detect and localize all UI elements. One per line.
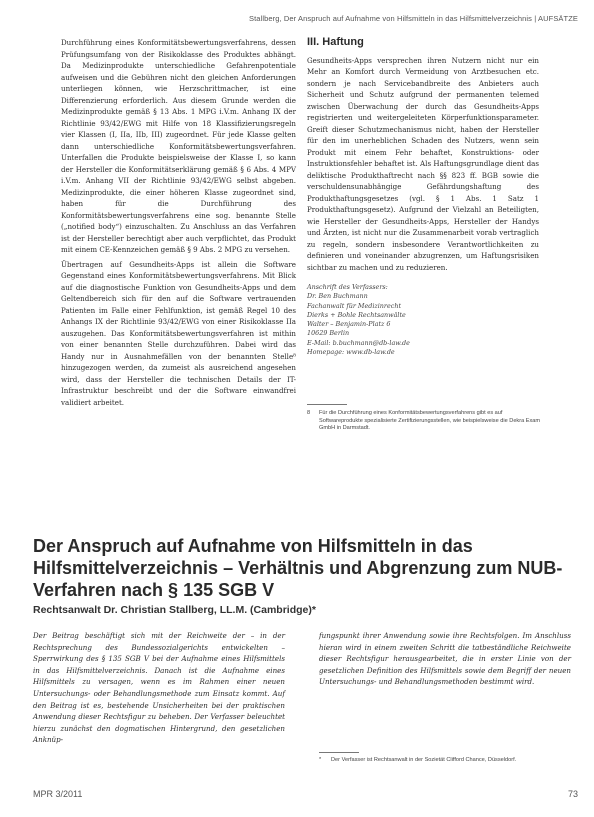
author-footnote [319, 757, 569, 765]
address-line: Dierks + Bohle Rechtsanwälte [307, 310, 406, 319]
footnote-number: 8 [307, 410, 311, 416]
article-title: Der Anspruch auf Aufnahme von Hilfsmitteln in das Hilfsmittelverzeichnis – Verhältnis und Abgrenzung zum NUB-Verfahren nach § 135 SGB V [33, 536, 563, 600]
footnote [307, 410, 542, 433]
abstract-left: Der Beitrag beschäftigt sich mit der Reichweite der – in der Rechtsprechung des Bundessozialgerichts entwickelten – Sperrwirkung des § 135 SGB V bei der Aufnahme eines Hilfsmittels in das Hilfsmittelverzeichnis. Danach ist die Aufnahme eines Hilfsmittels zu versagen, wenn es im Rahmen einer neuen Untersuchungs- oder Behandlungsmethode zum Einsatz kommt. Auf den Beitrag ist es, bestehende Unsicherheiten bei der praktischen Anwendung dieser Rechtsfigur zu beheben. Der Verfasser beleuchtet hierzu zunächst den dogmatischen Hintergrund, den gesetzlichen Anknüp- [33, 631, 285, 745]
address-line: Fachanwalt für Medizinrecht [307, 301, 402, 310]
footnote-text: Für die Durchführung eines Konformitätsbewertungsverfahrens gibt es auf Softwareprodukte spezialisierte Zertifizierungsstellen, wie beispielsweise die Dekra Exam GmbH in Darmstadt. [319, 410, 541, 432]
journal-issue: MPR 3/2011 [33, 789, 83, 799]
address-line: E-Mail: b.buchmann@db-law.de [307, 338, 410, 347]
left-column [61, 37, 296, 411]
page-number: 73 [567, 789, 578, 799]
body-paragraph: Übertragen auf Gesundheits-Apps ist allein die Software Gegenstand eines Konformitätsbewertungsverfahrens. Mit Blick auf die diagnostische Funktion von Gesundheits-Apps und dem Geltendbereich sich für den auf die Software vertrauenden Patienten im Falle einer Fehlfunktion, ist gemäß Regel 10 des Anhangs IX der Richtlinie 93/42/EWG von einer Risikoklasse IIa auszugehen. Das Konformitätsbewertungsverfahren ist mithin von einer benannten Stelle durchzuführen. Dabei wird das Handy nur in Ausnahmefällen von der benannten Stelle⁸ hinzugezogen werden, da zumeist als ausreichend angesehen wird, dass der Hersteller die technischen Details der IT-Infrastruktur beschreibt und der die Software einwandfrei validiert arbeitet. [61, 259, 296, 407]
address-line: Homepage: www.db-law.de [307, 348, 395, 357]
right-column [307, 37, 539, 357]
body-paragraph: Durchführung eines Konformitätsbewertungsverfahrens, dessen Prüfungsumfang von der Risikoklasse des Produktes abhängt. Da Medizinprodukte unterschiedliche Gefahrenpotentiale aufweisen und die Gebühren nicht den gleichen Anforderungen unterliegen können, wie Herzschrittmacher, ist eine Differenzierung erforderlich. Aus diesem Grunde werden die Medizinprodukte gemäß § 13 Abs. 1 MPG i.V.m. Anhang IX der Richtlinie 93/42/EWG mit Hilfe von 18 Klassifizierungsregeln vier Klassen (I, IIa, IIb, III) zugeordnet. Für jede Klasse gelten dann unterschiedliche Konformitätsbewertungsverfahren. Unterfallen die Produkte beispielsweise der Klasse I, so kann der Hersteller die Konformitätserklärung gemäß § 6 Abs. 4 MPV i.V.m. Anhang VII der Richtlinie 93/42/EWG selbst abgeben. Medizinprodukte, die einer höheren Klasse zugeordnet sind, haben für die Durchführung des Konformitätsbewertungsverfahrens eine sog. benannte Stelle („notified body“) einzuschalten. Zu Anschluss an das Verfahren ist der Hersteller berechtigt aber auch verpflichtet, das Produkt mit einem CE-Kennzeichen gemäß § 9 Abs. 2 MPG zu versehen. [61, 38, 296, 254]
footnote-rule [319, 752, 359, 753]
article-author: Rechtsanwalt Dr. Christian Stallberg, LL.M. (Cambridge)* [33, 604, 316, 616]
footnote-number: * [319, 757, 322, 763]
body-paragraph: Gesundheits-Apps versprechen ihren Nutzern nicht nur ein Mehr an Komfort durch Vermeidung von Arztbesuchen etc. sondern je nach Servicebandbreite des Anbieters auch Sicherheit und Schutz aufgrund der permanenten telemed zwischen Überwachung der durch das Gesundheits-Apps registrierten und weitergeleiteten Körperfunktionsparameter. Greift dieser Schutzmechanismus nicht, haben der Hersteller für den im unerheblichen Schaden des Nutzers, wenn sein Produkt mit einem Fehr behaftet, Konstruktions- oder Instruktionsfehler behaftet ist. Als Haftungsgrundlage dient das deliktische Produkthaftrecht nach §§ 823 ff. BGB sowie die verschuldensunabhängige Gefährdungshaftung des Produkthaftungsgesetzes (vgl. § 1 Abs. 1 Satz 1 Produkthaftungsgesetz). Aufgrund der Vielzahl an Beteiligten, wie Hersteller der Gesundheits-Apps, Hersteller der Handys und Ärzten, ist nicht nur die Zusammenarbeit vorab vertraglich zu regeln, sondern insbesondere Verantwortlichkeiten zu definieren und voneinander abzugrenzen, um Haftungsrisiken sichtbar zu machen und zu reduzieren. [307, 55, 539, 272]
abstract-right: fungspunkt ihrer Anwendung sowie ihre Rechtsfolgen. Im Anschluss hieran wird in einem zweiten Schritt die tatbeständliche Reichweite dieser Rechtsfigur herausgearbeitet, die in erster Linie von der gesetzlichen Definition des Hilfsmittels sowie dem Begriff der neuen Untersuchungs- und Behandlungsmethoden bestimmt wird. [319, 631, 571, 687]
address-line: Walter – Benjamin-Platz 6 [307, 320, 391, 329]
footnote-rule [307, 404, 347, 405]
address-line: 10629 Berlin [307, 329, 350, 338]
author-address [307, 283, 539, 357]
address-line: Anschrift des Verfassers: [307, 283, 388, 291]
footnote-text: Der Verfasser ist Rechtsanwalt in der Sozietät Clifford Chance, Düsseldorf. [331, 757, 517, 763]
running-header: Stallberg, Der Anspruch auf Aufnahme von Hilfsmitteln in das Hilfsmittelverzeichnis | AUFSÄTZE [249, 14, 578, 23]
address-line: Dr. Ben Buchmann [307, 292, 368, 301]
section-heading: III. Haftung [307, 36, 364, 48]
